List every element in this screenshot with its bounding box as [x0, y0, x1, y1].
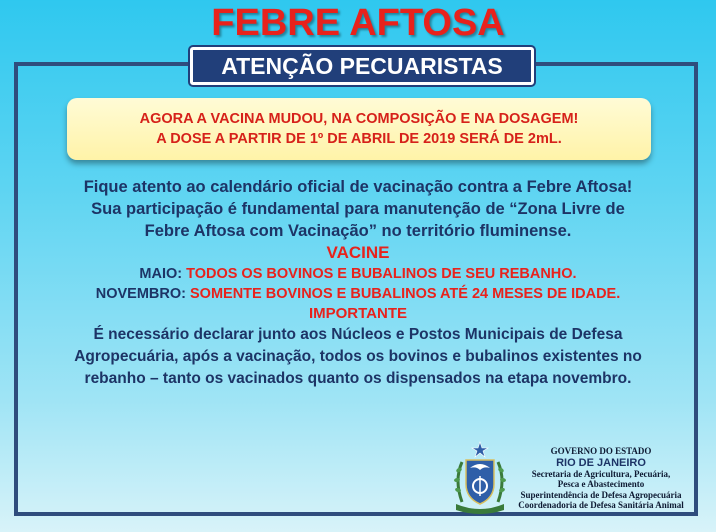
notice-box [67, 98, 651, 160]
superintendency: Superintendência de Defesa Agropecuária [520, 489, 682, 500]
may-schedule [24, 264, 692, 284]
important-line-3: rebanho – tanto os vacinados quanto os dispensados na etapa novembro. [84, 370, 632, 387]
important-heading: IMPORTANTE [308, 305, 408, 322]
may-label: MAIO: [139, 266, 183, 282]
subtitle-banner [190, 47, 534, 85]
rio-de-janeiro-coat-of-arms-icon [448, 440, 512, 516]
november-text: SOMENTE BOVINOS E BUBALINOS ATÉ 24 MESES DE IDADE. [190, 286, 621, 302]
subtitle-text: ATENÇÃO PECUARISTAS [221, 52, 503, 79]
gov-label: GOVERNO DO ESTADO [550, 446, 652, 456]
notice-line-1: AGORA A VACINA MUDOU, NA COMPOSIÇÃO E NA DOSAGEM! [139, 111, 579, 127]
intro-line-2: Sua participação é fundamental para manutenção de “Zona Livre de [91, 200, 625, 218]
important-line-1: É necessário declarar junto aos Núcleos e Postos Municipais de Defesa [93, 326, 623, 343]
page-title: FEBRE AFTOSA [211, 2, 505, 44]
important-line-2: Agropecuária, após a vacinação, todos os bovinos e bubalinos existentes no [74, 348, 642, 365]
government-text-block [512, 446, 690, 511]
intro-line-3: Febre Aftosa com Vacinação” no território fluminense. [144, 222, 572, 240]
notice-line-2: A DOSE A PARTIR DE 1º DE ABRIL DE 2019 SERÁ DE 2mL. [156, 131, 562, 147]
state-name: RIO DE JANEIRO [556, 456, 646, 469]
november-schedule [24, 284, 692, 304]
coordination: Coordenadoria de Defesa Sanitária Animal [518, 500, 684, 510]
secretariat-line-1: Secretaria de Agricultura, Pecuária, [531, 468, 671, 479]
november-label: NOVEMBRO: [95, 286, 186, 302]
main-content [24, 176, 692, 390]
government-logo [448, 440, 690, 516]
secretariat-line-2: Pesca e Abastecimento [557, 479, 645, 489]
intro-line-1: Fique atento ao calendário oficial de vacinação contra a Febre Aftosa! [83, 178, 633, 196]
may-text: TODOS OS BOVINOS E BUBALINOS DE SEU REBANHO. [186, 266, 577, 282]
vacine-heading: VACINE [326, 243, 390, 262]
